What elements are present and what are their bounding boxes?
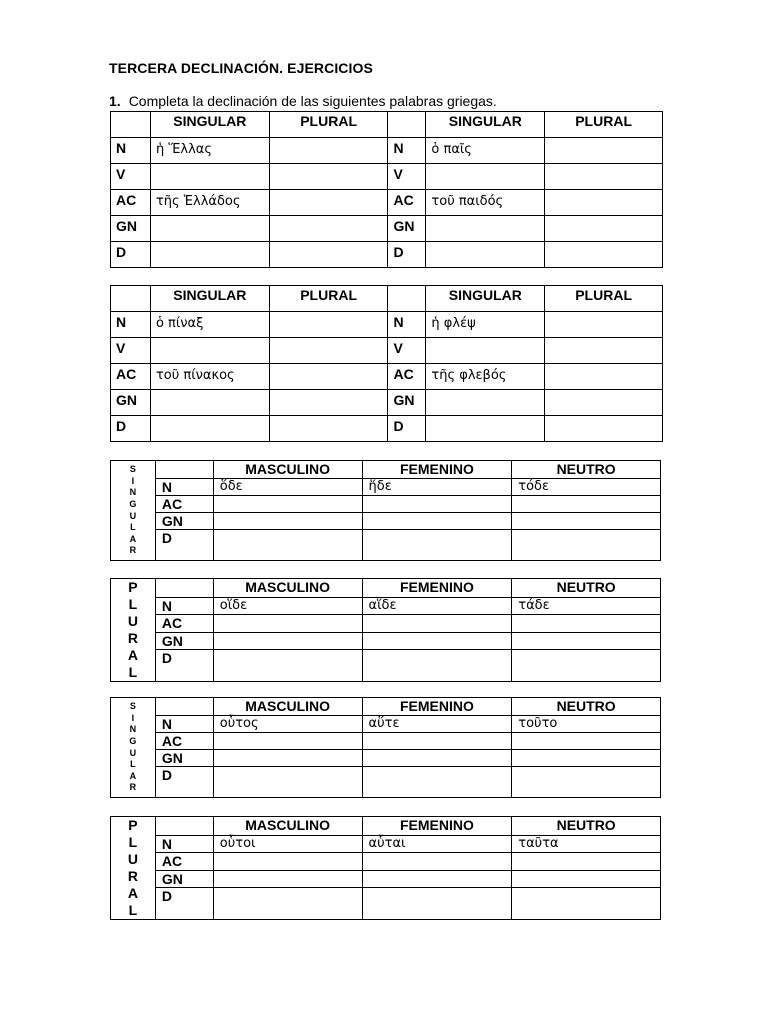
corner-cell <box>388 286 426 312</box>
case-label: AC <box>388 190 426 216</box>
answer-cell[interactable] <box>269 312 388 338</box>
word-cell: αὕτε <box>362 716 512 733</box>
answer-cell[interactable] <box>269 416 388 442</box>
case-label: D <box>388 416 426 442</box>
header-plural: PLURAL <box>545 286 663 312</box>
header-neutro: NEUTRO <box>512 461 661 479</box>
answer-cell[interactable] <box>150 216 269 242</box>
header-neutro: NEUTRO <box>512 579 661 598</box>
case-label: GN <box>111 216 151 242</box>
pronoun-table-3 <box>110 697 661 798</box>
vertical-label: P L U R A L <box>127 579 138 680</box>
corner-cell <box>111 286 151 312</box>
answer-cell[interactable] <box>545 138 663 164</box>
case-label: GN <box>155 750 213 767</box>
answer-cell[interactable] <box>512 496 661 513</box>
case-label: N <box>155 479 213 496</box>
word-cell: τῆς Ἑλλάδος <box>150 190 269 216</box>
answer-cell[interactable] <box>213 870 362 888</box>
header-masculino: MASCULINO <box>213 461 362 479</box>
word-cell: ὁ παῖς <box>426 138 545 164</box>
answer-cell[interactable] <box>269 216 388 242</box>
answer-cell[interactable] <box>362 650 512 682</box>
answer-cell[interactable] <box>362 750 512 767</box>
header-femenino: FEMENINO <box>362 579 512 598</box>
answer-cell[interactable] <box>545 216 663 242</box>
pronoun-table-1 <box>110 460 661 561</box>
question-text: Completa la declinación de las siguientes palabras griegas. <box>128 93 497 109</box>
answer-cell[interactable] <box>362 632 512 650</box>
answer-cell[interactable] <box>362 767 512 798</box>
answer-cell[interactable] <box>362 870 512 888</box>
case-label: AC <box>155 496 213 513</box>
answer-cell[interactable] <box>512 513 661 530</box>
case-label: V <box>388 164 426 190</box>
word-cell: οὗτοι <box>213 835 362 853</box>
case-label: D <box>155 888 213 920</box>
answer-cell[interactable] <box>362 888 512 920</box>
answer-cell[interactable] <box>545 242 663 268</box>
corner-cell <box>155 698 213 716</box>
header-singular: SINGULAR <box>150 286 269 312</box>
answer-cell[interactable] <box>269 338 388 364</box>
answer-cell[interactable] <box>362 733 512 750</box>
case-label: D <box>155 767 213 798</box>
word-cell: αὗται <box>362 835 512 853</box>
answer-cell[interactable] <box>512 530 661 561</box>
case-label: D <box>155 530 213 561</box>
case-label: AC <box>111 190 151 216</box>
word-cell: τῆς φλεβός <box>426 364 545 390</box>
answer-cell[interactable] <box>426 390 545 416</box>
case-label: N <box>155 597 213 615</box>
answer-cell[interactable] <box>269 242 388 268</box>
word-cell: ἥδε <box>362 479 512 496</box>
answer-cell[interactable] <box>512 870 661 888</box>
answer-cell[interactable] <box>269 190 388 216</box>
corner-cell <box>155 579 213 598</box>
vertical-label: S I N G U L A R <box>129 701 137 793</box>
case-label: V <box>388 338 426 364</box>
case-label: GN <box>155 513 213 530</box>
answer-cell[interactable] <box>545 416 663 442</box>
case-label: D <box>111 416 151 442</box>
case-label: D <box>388 242 426 268</box>
side-label-plural <box>111 817 156 920</box>
declension-table-2 <box>110 285 663 442</box>
case-label: AC <box>111 364 151 390</box>
corner-cell <box>155 817 213 836</box>
answer-cell[interactable] <box>545 338 663 364</box>
side-label-singular <box>111 698 156 798</box>
word-cell: ἡ Ἕλλας <box>150 138 269 164</box>
answer-cell[interactable] <box>269 138 388 164</box>
answer-cell[interactable] <box>362 853 512 871</box>
case-label: V <box>111 164 151 190</box>
answer-cell[interactable] <box>362 615 512 633</box>
answer-cell[interactable] <box>512 750 661 767</box>
answer-cell[interactable] <box>512 650 661 682</box>
word-cell: ὁ πίναξ <box>150 312 269 338</box>
case-label: AC <box>155 853 213 871</box>
answer-cell[interactable] <box>426 416 545 442</box>
answer-cell[interactable] <box>512 733 661 750</box>
case-label: D <box>111 242 151 268</box>
answer-cell[interactable] <box>150 390 269 416</box>
answer-cell[interactable] <box>512 615 661 633</box>
header-plural: PLURAL <box>545 112 663 138</box>
answer-cell[interactable] <box>545 164 663 190</box>
case-label: N <box>155 835 213 853</box>
answer-cell[interactable] <box>150 416 269 442</box>
answer-cell[interactable] <box>213 632 362 650</box>
vertical-label: P L U R A L <box>127 817 138 918</box>
header-masculino: MASCULINO <box>213 698 362 716</box>
word-cell: ὅδε <box>213 479 362 496</box>
case-label: GN <box>388 390 426 416</box>
case-label: D <box>155 650 213 682</box>
answer-cell[interactable] <box>269 164 388 190</box>
case-label: N <box>388 138 426 164</box>
word-cell: οὗτος <box>213 716 362 733</box>
corner-cell <box>388 112 426 138</box>
answer-cell[interactable] <box>213 750 362 767</box>
word-cell: τόδε <box>512 479 661 496</box>
answer-cell[interactable] <box>362 530 512 561</box>
header-plural: PLURAL <box>269 112 388 138</box>
side-label-plural <box>111 579 156 682</box>
header-neutro: NEUTRO <box>512 817 661 836</box>
answer-cell[interactable] <box>269 364 388 390</box>
header-neutro: NEUTRO <box>512 698 661 716</box>
answer-cell[interactable] <box>150 164 269 190</box>
word-cell: τάδε <box>512 597 661 615</box>
case-label: V <box>111 338 151 364</box>
declension-table-1 <box>110 111 663 268</box>
pronoun-table-4 <box>110 816 661 920</box>
header-masculino: MASCULINO <box>213 817 362 836</box>
case-label: GN <box>388 216 426 242</box>
answer-cell[interactable] <box>213 615 362 633</box>
side-label-singular <box>111 461 156 561</box>
answer-cell[interactable] <box>362 513 512 530</box>
corner-cell <box>155 461 213 479</box>
word-cell: τοῦτο <box>512 716 661 733</box>
header-femenino: FEMENINO <box>362 461 512 479</box>
header-femenino: FEMENINO <box>362 817 512 836</box>
case-label: AC <box>155 615 213 633</box>
word-cell: οἵδε <box>213 597 362 615</box>
header-femenino: FEMENINO <box>362 698 512 716</box>
answer-cell[interactable] <box>512 767 661 798</box>
answer-cell[interactable] <box>362 496 512 513</box>
case-label: AC <box>155 733 213 750</box>
answer-cell[interactable] <box>545 190 663 216</box>
word-cell: τοῦ πίνακος <box>150 364 269 390</box>
word-cell: ἡ φλέψ <box>426 312 545 338</box>
header-singular: SINGULAR <box>426 286 545 312</box>
answer-cell[interactable] <box>426 242 545 268</box>
answer-cell[interactable] <box>150 338 269 364</box>
case-label: N <box>388 312 426 338</box>
word-cell: ταῦτα <box>512 835 661 853</box>
answer-cell[interactable] <box>213 496 362 513</box>
answer-cell[interactable] <box>213 767 362 798</box>
answer-cell[interactable] <box>213 513 362 530</box>
case-label: N <box>111 138 151 164</box>
answer-cell[interactable] <box>512 888 661 920</box>
answer-cell[interactable] <box>213 650 362 682</box>
case-label: GN <box>155 632 213 650</box>
pronoun-table-2 <box>110 578 661 682</box>
answer-cell[interactable] <box>213 530 362 561</box>
answer-cell[interactable] <box>545 364 663 390</box>
case-label: N <box>155 716 213 733</box>
answer-cell[interactable] <box>150 242 269 268</box>
answer-cell[interactable] <box>426 216 545 242</box>
word-cell: τοῦ παιδός <box>426 190 545 216</box>
answer-cell[interactable] <box>213 733 362 750</box>
header-plural: PLURAL <box>269 286 388 312</box>
answer-cell[interactable] <box>545 390 663 416</box>
case-label: GN <box>111 390 151 416</box>
word-cell: αἵδε <box>362 597 512 615</box>
corner-cell <box>111 112 151 138</box>
answer-cell[interactable] <box>512 632 661 650</box>
vertical-label: S I N G U L A R <box>129 464 137 556</box>
answer-cell[interactable] <box>545 312 663 338</box>
answer-cell[interactable] <box>213 853 362 871</box>
answer-cell[interactable] <box>426 338 545 364</box>
header-singular: SINGULAR <box>426 112 545 138</box>
answer-cell[interactable] <box>512 853 661 871</box>
header-masculino: MASCULINO <box>213 579 362 598</box>
case-label: AC <box>388 364 426 390</box>
case-label: N <box>111 312 151 338</box>
answer-cell[interactable] <box>269 390 388 416</box>
question-1 <box>109 93 497 109</box>
header-singular: SINGULAR <box>150 112 269 138</box>
page-title: TERCERA DECLINACIÓN. EJERCICIOS <box>109 60 373 76</box>
answer-cell[interactable] <box>426 164 545 190</box>
question-number: 1. <box>109 93 121 109</box>
answer-cell[interactable] <box>213 888 362 920</box>
case-label: GN <box>155 870 213 888</box>
